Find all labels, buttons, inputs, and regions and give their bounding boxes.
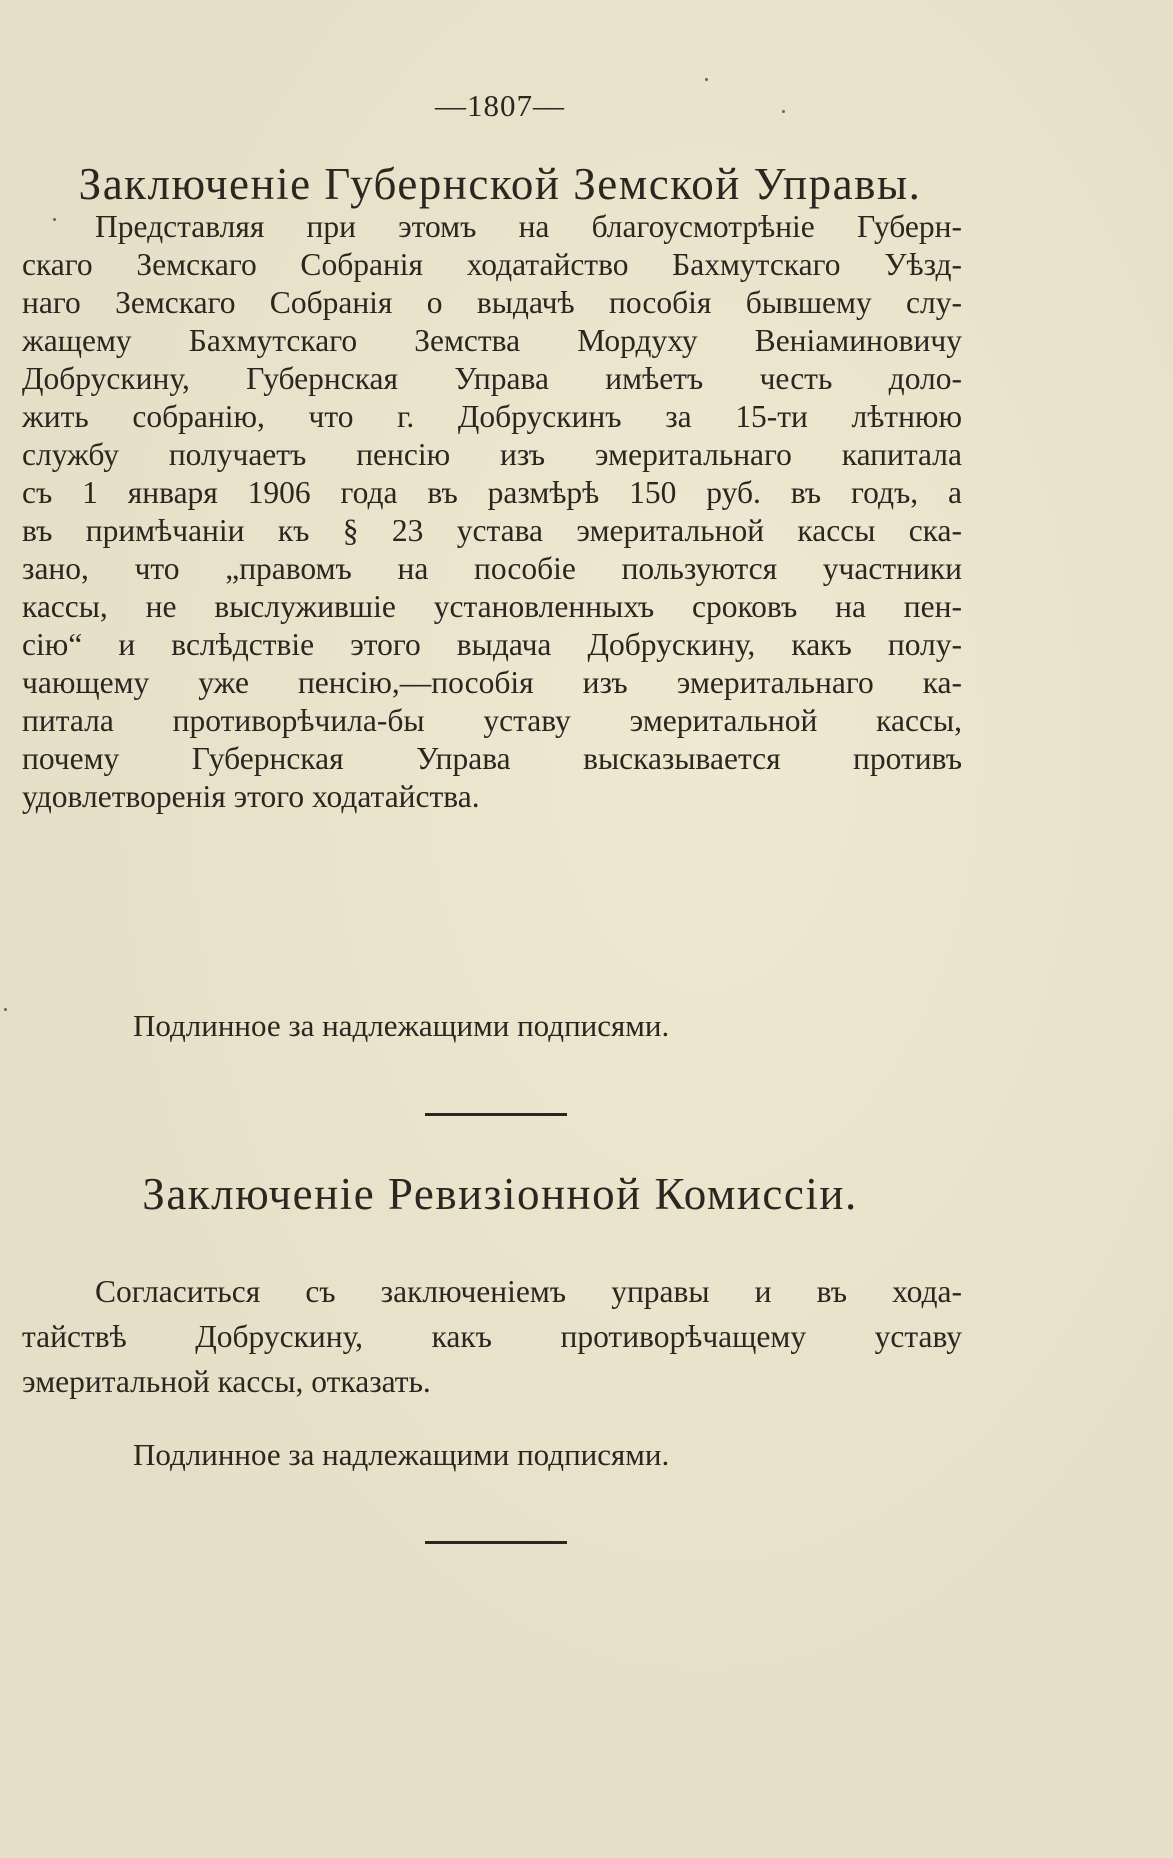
text-line: жить собранію, что г. Добрускинъ за 15-ти лѣтнюю: [22, 399, 962, 434]
text-line: въ примѣчаніи къ § 23 устава эмеритальной кассы ска-: [22, 513, 962, 548]
text-line: жащему Бахмутскаго Земства Мордуху Веніаминовичу: [22, 323, 962, 358]
text-line: скаго Земскаго Собранія ходатайство Бахмутскаго Уѣзд-: [22, 247, 962, 282]
text-line: эмеритальной кассы, отказать.: [22, 1364, 431, 1399]
paper-speck: [4, 1008, 7, 1011]
signature-note: Подлинное за надлежащими подписями.: [133, 1437, 670, 1472]
paper-speck: [782, 110, 785, 113]
text-line: Добрускину, Губернская Управа имѣетъ честь доло-: [22, 361, 962, 396]
text-line: съ 1 января 1906 года въ размѣрѣ 150 руб. въ годъ, а: [22, 475, 962, 510]
text-line: кассы, не выслужившіе установленныхъ сроковъ на пен-: [22, 589, 962, 624]
page-number: —1807—: [435, 88, 565, 123]
text-line: тайствѣ Добрускину, какъ противорѣчащему уставу: [22, 1319, 962, 1354]
section-divider: [425, 1541, 567, 1544]
paper-speck: [705, 78, 708, 81]
section-heading-audit-commission: Заключеніе Ревизіонной Комиссіи.: [142, 1169, 858, 1219]
text-line: удовлетворенія этого ходатайства.: [22, 779, 480, 814]
text-line: почему Губернская Управа высказывается противъ: [22, 741, 962, 776]
section-divider: [425, 1113, 567, 1116]
text-line: чающему уже пенсію,—пособія изъ эмеритальнаго ка-: [22, 665, 962, 700]
text-line: зано, что „правомъ на пособіе пользуются участники: [22, 551, 962, 586]
paper-speck: [53, 218, 56, 221]
text-line: Согласиться съ заключеніемъ управы и въ хода-: [95, 1274, 962, 1309]
text-line: питала противорѣчила-бы уставу эмеритальной кассы,: [22, 703, 962, 738]
text-line: Представляя при этомъ на благоусмотрѣніе Губерн-: [95, 209, 962, 244]
text-line: сію“ и вслѣдствіе этого выдача Добрускину, какъ полу-: [22, 627, 962, 662]
text-line: наго Земскаго Собранія о выдачѣ пособія бывшему слу-: [22, 285, 962, 320]
section-heading-guberniya-board: Заключеніе Губернской Земской Управы.: [78, 159, 922, 209]
signature-note: Подлинное за надлежащими подписями.: [133, 1008, 670, 1043]
text-line: службу получаетъ пенсію изъ эмеритальнаго капитала: [22, 437, 962, 472]
